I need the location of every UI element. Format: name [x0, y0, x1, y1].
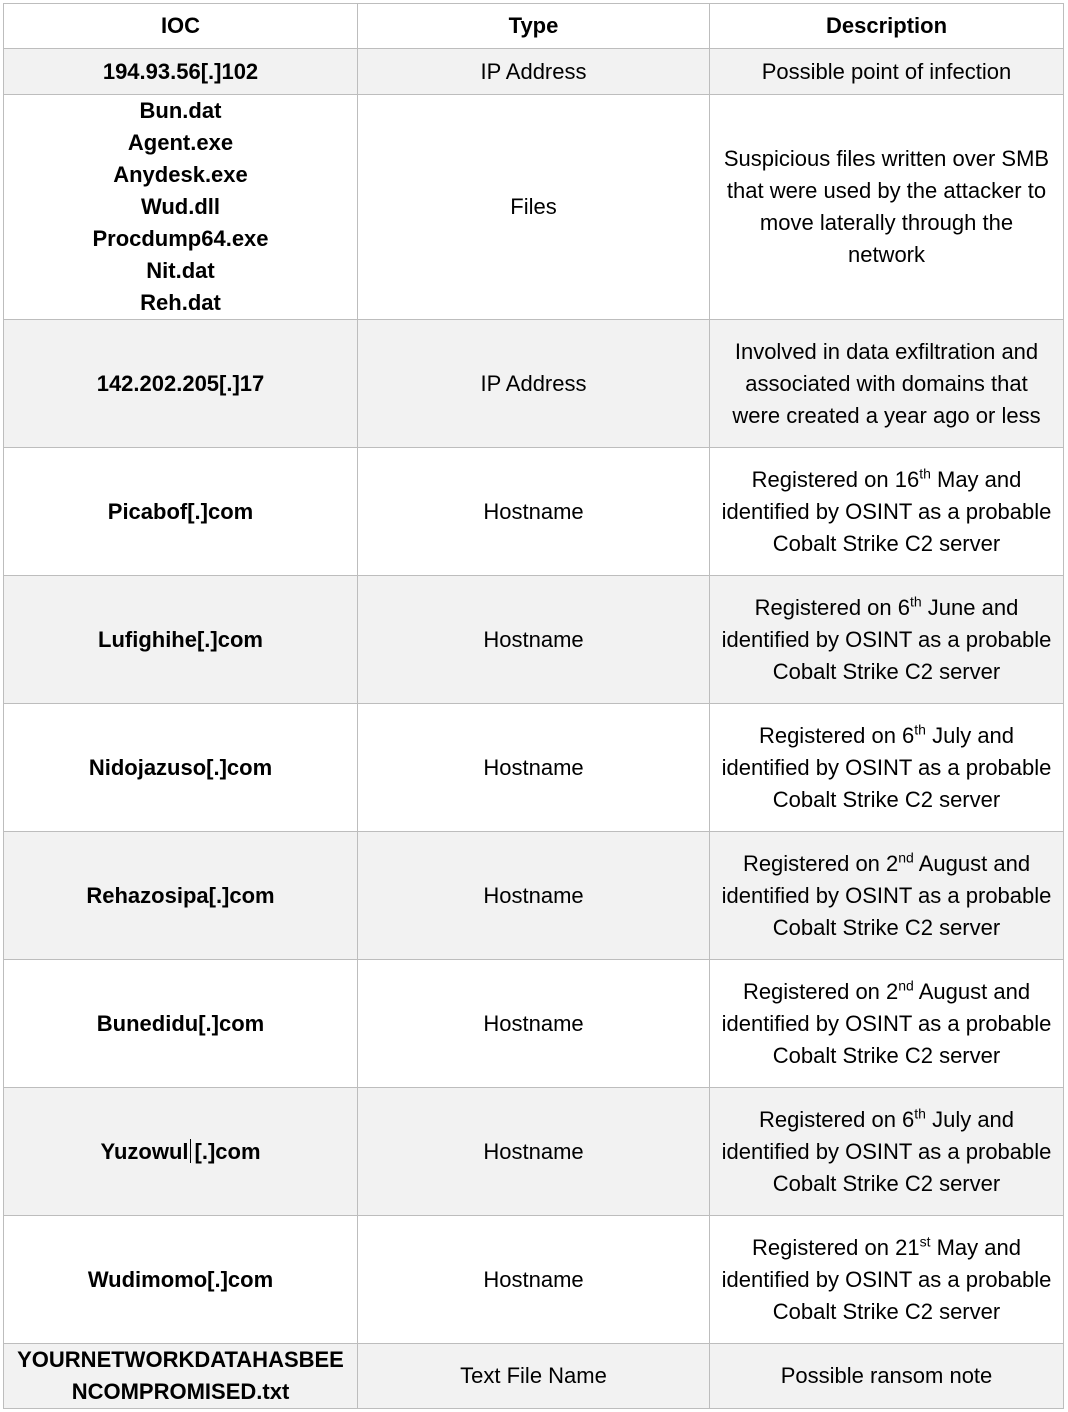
description-pre: Registered on 6	[754, 594, 910, 620]
ioc-cell	[4, 320, 358, 448]
description-text	[720, 976, 1053, 1072]
ioc-value: Bunedidu[.]com	[96, 1010, 265, 1036]
ordinal-suffix: nd	[898, 977, 914, 994]
ioc-value: NCOMPROMISED.txt	[71, 1379, 290, 1404]
ioc-cell	[4, 960, 358, 1088]
ioc-value: Reh.dat	[140, 290, 221, 315]
type-cell: Hostname	[358, 576, 710, 704]
ioc-value: 142.202.205[.]17	[96, 370, 265, 396]
ioc-cell	[4, 1216, 358, 1344]
description-cell	[710, 576, 1064, 704]
description-pre: Registered on 21	[752, 1234, 920, 1260]
description-cell: Involved in data exfiltration and associated with domains that were created a year ago or less	[710, 320, 1064, 448]
ioc-cell	[4, 1088, 358, 1216]
ioc-cell	[4, 576, 358, 704]
text-cursor	[190, 1139, 191, 1163]
description-cell	[710, 704, 1064, 832]
ioc-value: Bun.dat	[139, 98, 222, 123]
description-text	[720, 848, 1053, 944]
type-cell: Hostname	[358, 832, 710, 960]
ioc-value: Anydesk.exe	[113, 162, 248, 187]
ioc-table	[3, 3, 1064, 1409]
ioc-value: 194.93.56[.]102	[102, 58, 259, 84]
table-row	[4, 1344, 1064, 1409]
table-row	[4, 576, 1064, 704]
description-post: May and identified by OSINT as a probable Cobalt Strike C2 server	[721, 1234, 1052, 1324]
description-cell	[710, 448, 1064, 576]
ioc-value: Nit.dat	[146, 258, 215, 283]
ioc-value: Picabof[.]com	[107, 498, 254, 524]
description-text	[720, 592, 1053, 688]
ioc-value: Procdump64.exe	[92, 226, 269, 251]
description-text	[720, 1104, 1053, 1200]
ioc-cell	[4, 49, 358, 95]
type-cell: IP Address	[358, 320, 710, 448]
description-cell: Possible point of infection	[710, 49, 1064, 95]
ioc-cell	[4, 95, 358, 320]
table-row	[4, 1216, 1064, 1344]
description-post: July and identified by OSINT as a probable Cobalt Strike C2 server	[721, 1106, 1052, 1196]
ioc-part: Yuzowul	[100, 1138, 189, 1164]
ordinal-suffix: th	[919, 465, 931, 482]
table-row	[4, 320, 1064, 448]
description-text	[720, 720, 1053, 816]
table-row	[4, 704, 1064, 832]
ioc-cell	[4, 448, 358, 576]
description-pre: Registered on 2	[742, 978, 899, 1004]
ioc-value: Agent.exe	[127, 130, 234, 155]
table-row	[4, 1088, 1064, 1216]
type-cell: Hostname	[358, 1088, 710, 1216]
ordinal-suffix: th	[910, 593, 922, 610]
table-row	[4, 448, 1064, 576]
type-cell: Text File Name	[358, 1344, 710, 1409]
ordinal-suffix: st	[919, 1233, 931, 1250]
description-post: August and identified by OSINT as a probable Cobalt Strike C2 server	[721, 850, 1052, 940]
header-description: Description	[710, 4, 1064, 49]
description-post: July and identified by OSINT as a probable Cobalt Strike C2 server	[721, 722, 1052, 812]
description-cell	[710, 832, 1064, 960]
ioc-cell	[4, 1344, 358, 1409]
ordinal-suffix: th	[914, 1105, 926, 1122]
description-pre: Registered on 6	[758, 722, 915, 748]
ordinal-suffix: th	[914, 721, 926, 738]
table-row	[4, 960, 1064, 1088]
description-pre: Registered on 16	[751, 466, 920, 492]
description-cell	[710, 960, 1064, 1088]
ioc-value: YOURNETWORKDATAHASBEE	[17, 1347, 344, 1372]
table-row	[4, 832, 1064, 960]
type-cell: Hostname	[358, 960, 710, 1088]
type-cell: IP Address	[358, 49, 710, 95]
ioc-part: [.]com	[194, 1138, 261, 1164]
description-pre: Registered on 6	[758, 1106, 915, 1132]
description-post: May and identified by OSINT as a probable Cobalt Strike C2 server	[721, 466, 1052, 556]
description-text	[720, 1232, 1053, 1328]
description-text	[720, 464, 1053, 560]
type-cell: Hostname	[358, 704, 710, 832]
type-cell: Files	[358, 95, 710, 320]
ioc-value: Wudimomo[.]com	[87, 1266, 274, 1292]
type-cell: Hostname	[358, 1216, 710, 1344]
description-post: August and identified by OSINT as a probable Cobalt Strike C2 server	[721, 978, 1052, 1068]
header-ioc: IOC	[4, 4, 358, 49]
ioc-value	[14, 1136, 347, 1168]
description-post: June and identified by OSINT as a probable Cobalt Strike C2 server	[721, 594, 1052, 684]
header-type: Type	[358, 4, 710, 49]
description-pre: Registered on 2	[742, 850, 899, 876]
table-body	[4, 49, 1064, 1409]
description-cell: Possible ransom note	[710, 1344, 1064, 1409]
description-cell	[710, 1088, 1064, 1216]
type-cell: Hostname	[358, 448, 710, 576]
ioc-cell	[4, 832, 358, 960]
ioc-value: Lufighihe[.]com	[98, 626, 263, 652]
ioc-value: Rehazosipa[.]com	[86, 882, 275, 908]
ioc-value: Wud.dll	[140, 194, 221, 219]
description-cell	[710, 1216, 1064, 1344]
ordinal-suffix: nd	[898, 849, 914, 866]
table-row	[4, 49, 1064, 95]
table-row	[4, 95, 1064, 320]
ioc-value: Nidojazuso[.]com	[88, 754, 273, 780]
header-row	[4, 4, 1064, 49]
ioc-cell	[4, 704, 358, 832]
description-cell: Suspicious files written over SMB that were used by the attacker to move laterally through the network	[710, 95, 1064, 320]
